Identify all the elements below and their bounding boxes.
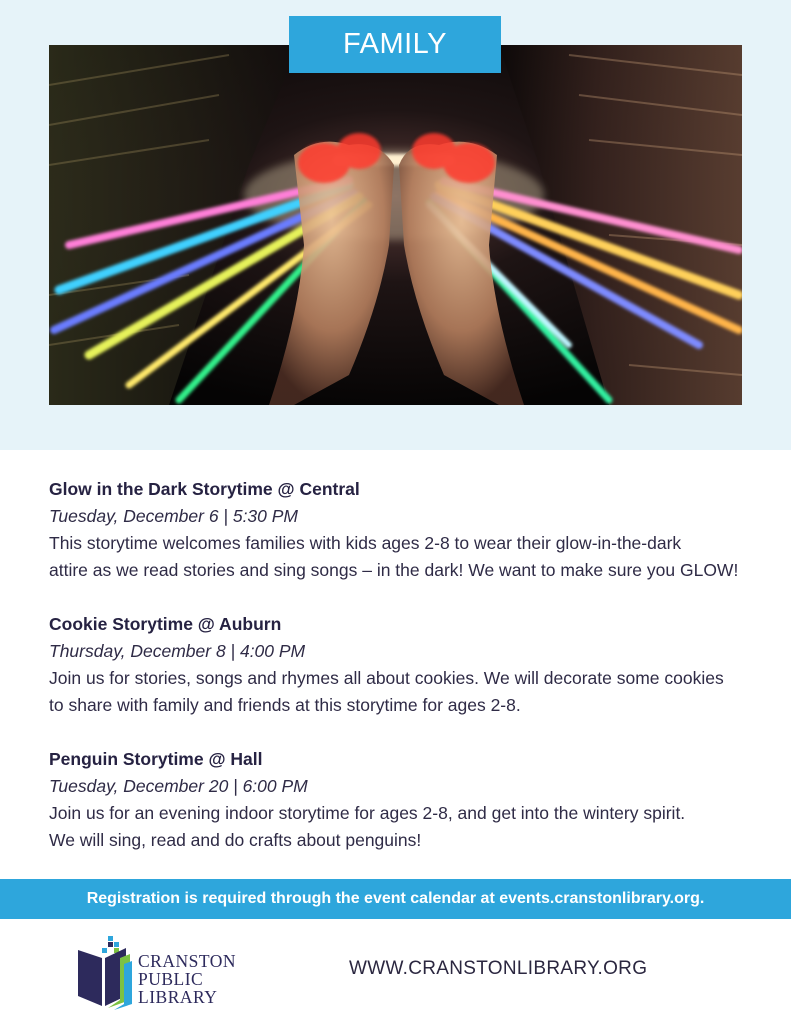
logo-line: PUBLIC — [138, 969, 204, 989]
logo-line: CRANSTON — [138, 951, 237, 971]
event-description-line: to share with family and friends at this storytime for ages 2-8. — [49, 695, 521, 715]
event-description-line: Join us for stories, songs and rhymes all about cookies. We will decorate some cookies — [49, 668, 724, 688]
website-link[interactable]: WWW.CRANSTONLIBRARY.ORG — [349, 958, 648, 979]
event-title: Cookie Storytime @ Auburn — [49, 614, 282, 634]
event-datetime: Tuesday, December 6 | 5:30 PM — [49, 506, 299, 526]
event-cookie-storytime — [49, 611, 769, 719]
event-penguin-storytime — [49, 746, 769, 854]
registration-text: Registration is required through the event calendar at events.cranstonlibrary.org. — [86, 890, 705, 907]
registration-banner — [0, 879, 791, 919]
event-description-line: This storytime welcomes families with kids ages 2-8 to wear their glow-in-the-dark — [49, 533, 682, 553]
event-title: Glow in the Dark Storytime @ Central — [49, 479, 360, 499]
category-tag: FAMILY — [289, 16, 501, 73]
glow-sticks-photo — [49, 45, 742, 405]
event-title: Penguin Storytime @ Hall — [49, 749, 263, 769]
book-logo-icon — [78, 934, 134, 1010]
event-description-line: Join us for an evening indoor storytime for ages 2-8, and get into the wintery spirit. — [49, 803, 686, 823]
event-description-line: We will sing, read and do crafts about penguins! — [49, 830, 422, 850]
logo-wordmark — [138, 952, 236, 1006]
event-description-line: attire as we read stories and sing songs – in the dark! We want to make sure you GLOW! — [49, 560, 739, 580]
library-logo — [78, 934, 248, 1010]
event-glow-storytime — [49, 476, 769, 584]
hero-photo — [49, 45, 742, 405]
logo-line: LIBRARY — [138, 987, 218, 1007]
event-datetime: Tuesday, December 20 | 6:00 PM — [49, 776, 308, 796]
event-datetime: Thursday, December 8 | 4:00 PM — [49, 641, 306, 661]
event-list — [49, 476, 769, 881]
